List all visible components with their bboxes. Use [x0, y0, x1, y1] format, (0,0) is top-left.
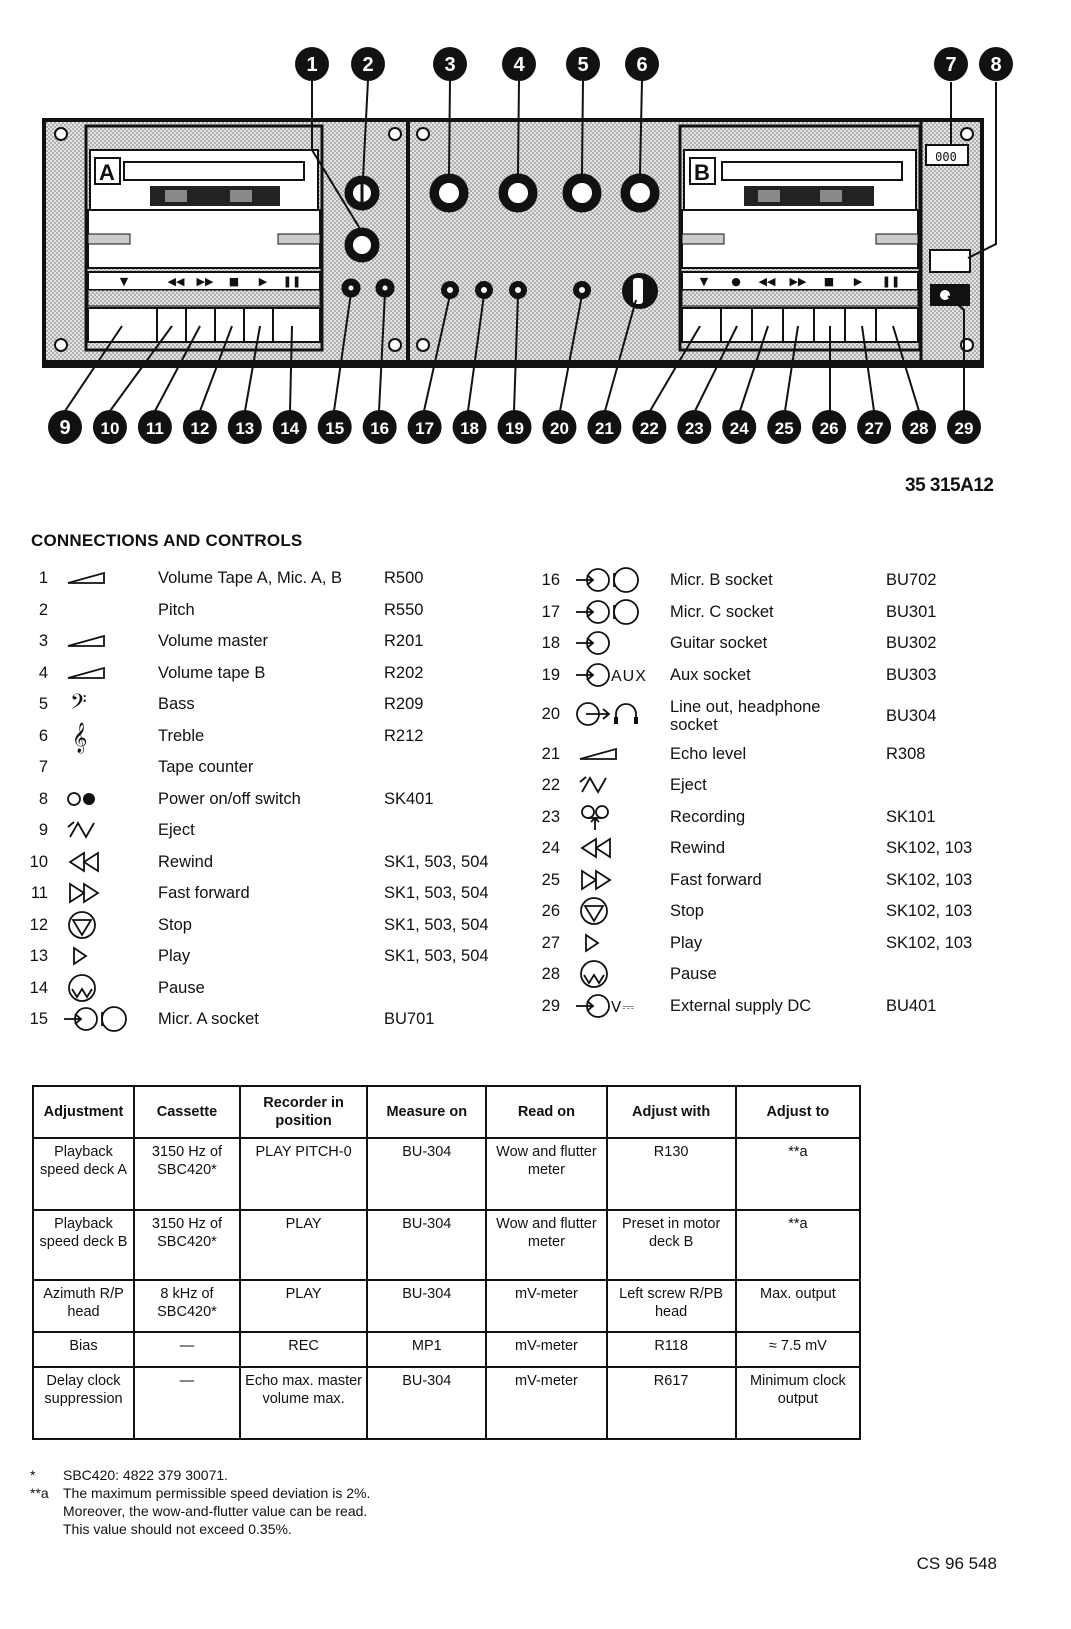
- svg-text:10: 10: [100, 419, 120, 438]
- svg-text:20: 20: [549, 419, 569, 438]
- footnote-mark: *: [30, 1467, 36, 1483]
- svg-text:𝄢: 𝄢: [70, 690, 88, 720]
- control-row-11: [28, 884, 548, 914]
- table-row: [33, 1138, 860, 1210]
- table-cell: BU-304: [367, 1280, 486, 1332]
- control-number: 21: [541, 744, 560, 763]
- rewind-icon: [576, 835, 646, 866]
- control-number: 16: [541, 571, 560, 589]
- dc-supply-icon: [576, 993, 646, 1024]
- control-number: 5: [38, 695, 48, 713]
- table-cell: Echo max. master volume max.: [240, 1367, 367, 1439]
- svg-text:22: 22: [639, 419, 659, 438]
- svg-text:26: 26: [819, 419, 839, 438]
- table-cell: MP1: [367, 1332, 486, 1367]
- treble-clef-icon: [64, 723, 134, 754]
- pause-icon: [64, 975, 134, 1006]
- svg-text:▶▶: ▶▶: [789, 275, 807, 288]
- control-number: 28: [541, 965, 560, 983]
- control-row-28: [540, 965, 1060, 995]
- svg-text:▶: ▶: [258, 275, 268, 288]
- mic-socket-icon: [64, 1006, 134, 1037]
- svg-text:7: 7: [945, 54, 957, 76]
- control-ref: SK1, 503, 504: [384, 915, 489, 934]
- svg-text:❚❚: ❚❚: [282, 275, 302, 288]
- callout-5: [566, 47, 600, 81]
- svg-text:AUX: AUX: [611, 667, 647, 685]
- svg-text:11: 11: [145, 419, 164, 438]
- table-cell: Preset in motor deck B: [607, 1210, 736, 1280]
- control-row-25: [540, 871, 1060, 901]
- callout-1: [295, 47, 329, 81]
- control-number: 20: [541, 704, 560, 723]
- callout-11: [138, 410, 172, 444]
- control-ref: R209: [384, 695, 424, 713]
- table-cell: —: [134, 1332, 240, 1367]
- play-icon: [576, 930, 646, 961]
- control-ref: SK102, 103: [886, 933, 973, 952]
- control-row-26: [540, 902, 1060, 932]
- callout-23: [677, 410, 711, 444]
- top-callouts: [295, 47, 1013, 81]
- control-row-17: [540, 603, 1060, 633]
- control-row-2: [28, 601, 548, 631]
- play-icon: [64, 943, 134, 974]
- footnote-text: The maximum permissible speed deviation is 2%.: [63, 1485, 371, 1501]
- control-row-23: [540, 808, 1060, 838]
- table-cell: BU-304: [367, 1138, 486, 1210]
- control-name: Play: [158, 947, 191, 965]
- control-row-16: [540, 571, 1060, 601]
- table-cell: Playback speed deck A: [33, 1138, 134, 1210]
- control-row-21: [540, 745, 1060, 775]
- control-name: Fast forward: [158, 884, 250, 902]
- svg-text:❚❚: ❚❚: [881, 275, 901, 288]
- callout-19: [498, 410, 532, 444]
- svg-text:27: 27: [864, 419, 884, 438]
- callout-18: [453, 410, 487, 444]
- column-header: Adjustment: [33, 1086, 134, 1138]
- callout-29: [947, 410, 981, 444]
- footnote-text: This value should not exceed 0.35%.: [63, 1521, 292, 1537]
- column-header: Adjust with: [607, 1086, 736, 1138]
- control-ref: BU701: [384, 1010, 435, 1028]
- control-number: 14: [29, 978, 48, 997]
- svg-text:◀◀: ◀◀: [758, 275, 776, 288]
- knob-volume-a: [345, 228, 379, 262]
- control-row-5: [28, 690, 548, 725]
- svg-text:8: 8: [990, 54, 1002, 76]
- footnote-text: SBC420: 4822 379 30071.: [63, 1467, 229, 1483]
- control-number: 3: [38, 632, 48, 650]
- figure-reference: 35 315A12: [905, 475, 994, 496]
- svg-text:16: 16: [370, 419, 390, 438]
- callout-4: [502, 47, 536, 81]
- control-row-24: [540, 839, 1060, 869]
- control-name: Stop: [670, 902, 704, 920]
- control-ref: BU702: [886, 571, 937, 589]
- control-name: Fast forward: [670, 870, 762, 889]
- rewind-icon: [64, 849, 134, 880]
- table-cell: 8 kHz of SBC420*: [134, 1280, 240, 1332]
- control-number: 23: [541, 807, 560, 826]
- control-ref: SK102, 103: [886, 902, 973, 920]
- control-number: 19: [541, 665, 560, 684]
- bottom-callouts: [48, 410, 981, 444]
- svg-text:24: 24: [729, 419, 749, 438]
- callout-7: [934, 47, 968, 81]
- control-number: 10: [29, 852, 48, 871]
- control-row-10: [28, 853, 548, 883]
- control-name: Pitch: [158, 600, 195, 619]
- footnote-text: Moreover, the wow-and-flutter value can be read.: [63, 1503, 368, 1519]
- control-name: Micr. A socket: [158, 1010, 259, 1028]
- control-row-19: [540, 666, 1060, 696]
- headphone-socket-icon: [576, 701, 646, 732]
- svg-text:2: 2: [362, 54, 374, 76]
- control-name: Eject: [158, 821, 195, 839]
- control-ref: SK1, 503, 504: [384, 852, 489, 871]
- control-ref: R212: [384, 726, 424, 745]
- control-number: 8: [38, 789, 48, 808]
- eject-icon: [576, 772, 646, 803]
- callout-3: [433, 47, 467, 81]
- control-number: 12: [29, 915, 48, 934]
- control-name: Play: [670, 933, 703, 952]
- stop-icon: [64, 912, 134, 943]
- control-name: Pause: [670, 965, 717, 983]
- control-ref: SK102, 103: [886, 870, 973, 889]
- control-name: Guitar socket: [670, 634, 768, 652]
- table-row: [33, 1280, 860, 1332]
- control-number: 15: [29, 1010, 48, 1028]
- svg-text:29: 29: [954, 419, 974, 438]
- control-row-22: [540, 776, 1060, 806]
- svg-text:▶: ▶: [853, 275, 863, 288]
- table-cell: BU-304: [367, 1210, 486, 1280]
- table-cell: Left screw R/PB head: [607, 1280, 736, 1332]
- svg-text:18: 18: [460, 419, 480, 438]
- aux-socket-icon: [576, 662, 656, 693]
- table-cell: ≈ 7.5 mV: [736, 1332, 860, 1367]
- control-row-29: [540, 997, 1060, 1027]
- control-name: Volume tape B: [158, 663, 266, 682]
- control-number: 9: [38, 821, 48, 839]
- callout-17: [408, 410, 442, 444]
- column-header: Recorder in position: [240, 1086, 367, 1138]
- control-name: Bass: [158, 695, 195, 713]
- deck-b-label: B: [694, 160, 710, 185]
- control-ref: SK1, 503, 504: [384, 884, 489, 902]
- callout-26: [812, 410, 846, 444]
- svg-text:28: 28: [909, 419, 929, 438]
- control-row-18: [540, 634, 1060, 664]
- table-cell: Playback speed deck B: [33, 1210, 134, 1280]
- control-name: Stop: [158, 915, 192, 934]
- callout-12: [183, 410, 217, 444]
- deck-a: [86, 126, 322, 350]
- pause-icon: [576, 961, 646, 992]
- svg-text:000: 000: [935, 150, 957, 164]
- table-cell: Wow and flutter meter: [486, 1138, 606, 1210]
- deck-b: [680, 126, 920, 350]
- control-number: 29: [541, 996, 560, 1015]
- table-cell: Bias: [33, 1332, 134, 1367]
- table-cell: PLAY: [240, 1210, 367, 1280]
- control-number: 26: [541, 902, 560, 920]
- document-reference: CS 96 548: [916, 1554, 997, 1573]
- table-cell: 3150 Hz of SBC420*: [134, 1138, 240, 1210]
- table-cell: mV-meter: [486, 1367, 606, 1439]
- table-cell: mV-meter: [486, 1332, 606, 1367]
- svg-text:◀◀: ◀◀: [167, 275, 185, 288]
- table-row: [33, 1210, 860, 1280]
- table-cell: **a: [736, 1210, 860, 1280]
- control-ref: BU304: [886, 706, 937, 725]
- control-name: Echo level: [670, 744, 747, 763]
- svg-text:3: 3: [444, 54, 456, 76]
- svg-text:19: 19: [505, 419, 524, 438]
- table-row: [33, 1367, 860, 1439]
- callout-21: [587, 410, 621, 444]
- control-number: 25: [541, 870, 560, 889]
- control-row-14: [28, 979, 548, 1009]
- svg-text:15: 15: [325, 419, 345, 438]
- svg-text:14: 14: [280, 419, 300, 438]
- column-header: Cassette: [134, 1086, 240, 1138]
- control-name: Volume Tape A, Mic. A, B: [158, 569, 343, 587]
- mic-socket-icon: [576, 567, 646, 598]
- input-socket-icon: [576, 630, 646, 661]
- callout-10: [93, 410, 127, 444]
- svg-text:■: ■: [823, 275, 835, 288]
- volume-wedge-icon: [64, 628, 134, 659]
- adjustment-table: [32, 1085, 861, 1440]
- control-number: 6: [38, 726, 48, 745]
- callout-15: [318, 410, 352, 444]
- column-header: Adjust to: [736, 1086, 860, 1138]
- volume-wedge-icon: [576, 741, 646, 772]
- control-number: 4: [38, 663, 48, 682]
- table-cell: —: [134, 1367, 240, 1439]
- control-row-15: [28, 1010, 548, 1040]
- control-ref: SK101: [886, 807, 936, 826]
- control-number: 7: [38, 758, 48, 776]
- callout-27: [857, 410, 891, 444]
- control-number: 11: [30, 884, 48, 902]
- control-name: Line out, headphone socket: [670, 697, 821, 734]
- svg-text:𝄞: 𝄞: [72, 722, 89, 753]
- control-ref: SK1, 503, 504: [384, 947, 489, 965]
- svg-text:●: ●: [731, 275, 741, 288]
- callout-28: [902, 410, 936, 444]
- control-ref: BU301: [886, 602, 937, 621]
- svg-text:V⎓: V⎓: [611, 997, 636, 1016]
- control-number: 27: [541, 933, 560, 952]
- callout-13: [228, 410, 262, 444]
- control-name: Micr. B socket: [670, 571, 773, 589]
- table-cell: R118: [607, 1332, 736, 1367]
- callout-24: [722, 410, 756, 444]
- callout-2: [351, 47, 385, 81]
- table-cell: Minimum clock output: [736, 1367, 860, 1439]
- volume-wedge-icon: [64, 565, 134, 596]
- svg-text:12: 12: [190, 419, 210, 438]
- control-ref: R202: [384, 663, 424, 682]
- control-ref: BU303: [886, 665, 937, 684]
- callout-16: [363, 410, 397, 444]
- control-row-1: [28, 569, 548, 599]
- svg-text:▼: ▼: [699, 275, 709, 288]
- control-name: Eject: [670, 776, 707, 794]
- callout-25: [767, 410, 801, 444]
- control-row-8: [28, 790, 548, 820]
- control-name: Tape counter: [158, 758, 254, 776]
- control-name: Power on/off switch: [158, 789, 301, 808]
- control-row-9: [28, 821, 548, 851]
- control-name: Rewind: [158, 852, 214, 871]
- table-cell: R130: [607, 1138, 736, 1210]
- callout-20: [542, 410, 576, 444]
- stop-icon: [576, 898, 646, 929]
- section-title: CONNECTIONS AND CONTROLS: [31, 531, 303, 550]
- column-header: Read on: [486, 1086, 606, 1138]
- control-number: 22: [541, 776, 560, 794]
- fast-forward-icon: [64, 880, 134, 911]
- control-ref: SK401: [384, 789, 434, 808]
- svg-text:23: 23: [684, 419, 704, 438]
- svg-text:25: 25: [774, 419, 794, 438]
- control-row-20: [540, 697, 1060, 735]
- control-ref: R550: [384, 600, 424, 619]
- control-row-4: [28, 664, 548, 694]
- control-row-12: [28, 916, 548, 946]
- table-cell: **a: [736, 1138, 860, 1210]
- svg-text:1: 1: [306, 54, 318, 76]
- table-cell: R617: [607, 1367, 736, 1439]
- callout-22: [632, 410, 666, 444]
- callout-8: [979, 47, 1013, 81]
- control-name: Recording: [670, 807, 746, 826]
- svg-text:9: 9: [59, 417, 71, 439]
- control-name: Aux socket: [670, 665, 751, 684]
- table-cell: BU-304: [367, 1367, 486, 1439]
- mic-socket-icon: [576, 599, 646, 630]
- control-ref: BU401: [886, 996, 937, 1015]
- power-icon: [64, 786, 134, 817]
- eject-icon: [64, 817, 134, 848]
- svg-text:5: 5: [577, 54, 589, 76]
- control-number: 24: [541, 839, 560, 857]
- control-number: 13: [29, 947, 48, 965]
- svg-text:4: 4: [513, 54, 525, 76]
- control-name: Volume master: [158, 632, 269, 650]
- control-row-13: [28, 947, 548, 977]
- fast-forward-icon: [576, 867, 646, 898]
- control-name: Treble: [158, 726, 205, 745]
- callout-6: [625, 47, 659, 81]
- svg-text:17: 17: [415, 419, 435, 438]
- table-cell: Wow and flutter meter: [486, 1210, 606, 1280]
- table-cell: 3150 Hz of SBC420*: [134, 1210, 240, 1280]
- control-row-7: [28, 758, 548, 788]
- control-name: Micr. C socket: [670, 602, 774, 621]
- control-ref: R308: [886, 744, 926, 763]
- table-cell: PLAY PITCH-0: [240, 1138, 367, 1210]
- control-ref: SK102, 103: [886, 839, 973, 857]
- control-name: External supply DC: [670, 996, 812, 1015]
- control-number: 1: [38, 569, 48, 587]
- svg-text:6: 6: [636, 54, 648, 76]
- volume-wedge-icon: [64, 660, 134, 691]
- callout-9: [48, 410, 82, 444]
- table-cell: mV-meter: [486, 1280, 606, 1332]
- record-icon: [576, 804, 646, 835]
- knob-pitch: [345, 176, 379, 210]
- svg-text:21: 21: [594, 419, 614, 438]
- table-row: [33, 1332, 860, 1367]
- control-ref: BU302: [886, 634, 937, 652]
- control-row-27: [540, 934, 1060, 964]
- control-row-3: [28, 632, 548, 662]
- control-name: Rewind: [670, 839, 726, 857]
- deck-a-label: A: [99, 160, 115, 185]
- column-header: Measure on: [367, 1086, 486, 1138]
- control-ref: R500: [384, 569, 424, 587]
- control-number: 18: [541, 634, 560, 652]
- callout-14: [273, 410, 307, 444]
- table-cell: Delay clock suppression: [33, 1367, 134, 1439]
- table-cell: PLAY: [240, 1280, 367, 1332]
- control-number: 2: [38, 600, 48, 619]
- front-panel-diagram: [0, 0, 1071, 500]
- control-name: Pause: [158, 978, 205, 997]
- svg-text:■: ■: [228, 275, 240, 288]
- footnote-mark: **a: [30, 1485, 49, 1501]
- table-cell: Azimuth R/P head: [33, 1280, 134, 1332]
- table-cell: Max. output: [736, 1280, 860, 1332]
- control-number: 17: [541, 602, 560, 621]
- svg-text:▼: ▼: [119, 275, 129, 288]
- svg-text:13: 13: [235, 419, 255, 438]
- bass-clef-icon: [64, 691, 134, 722]
- control-ref: R201: [384, 632, 424, 650]
- control-row-6: [28, 722, 548, 757]
- table-cell: REC: [240, 1332, 367, 1367]
- svg-text:▶▶: ▶▶: [196, 275, 214, 288]
